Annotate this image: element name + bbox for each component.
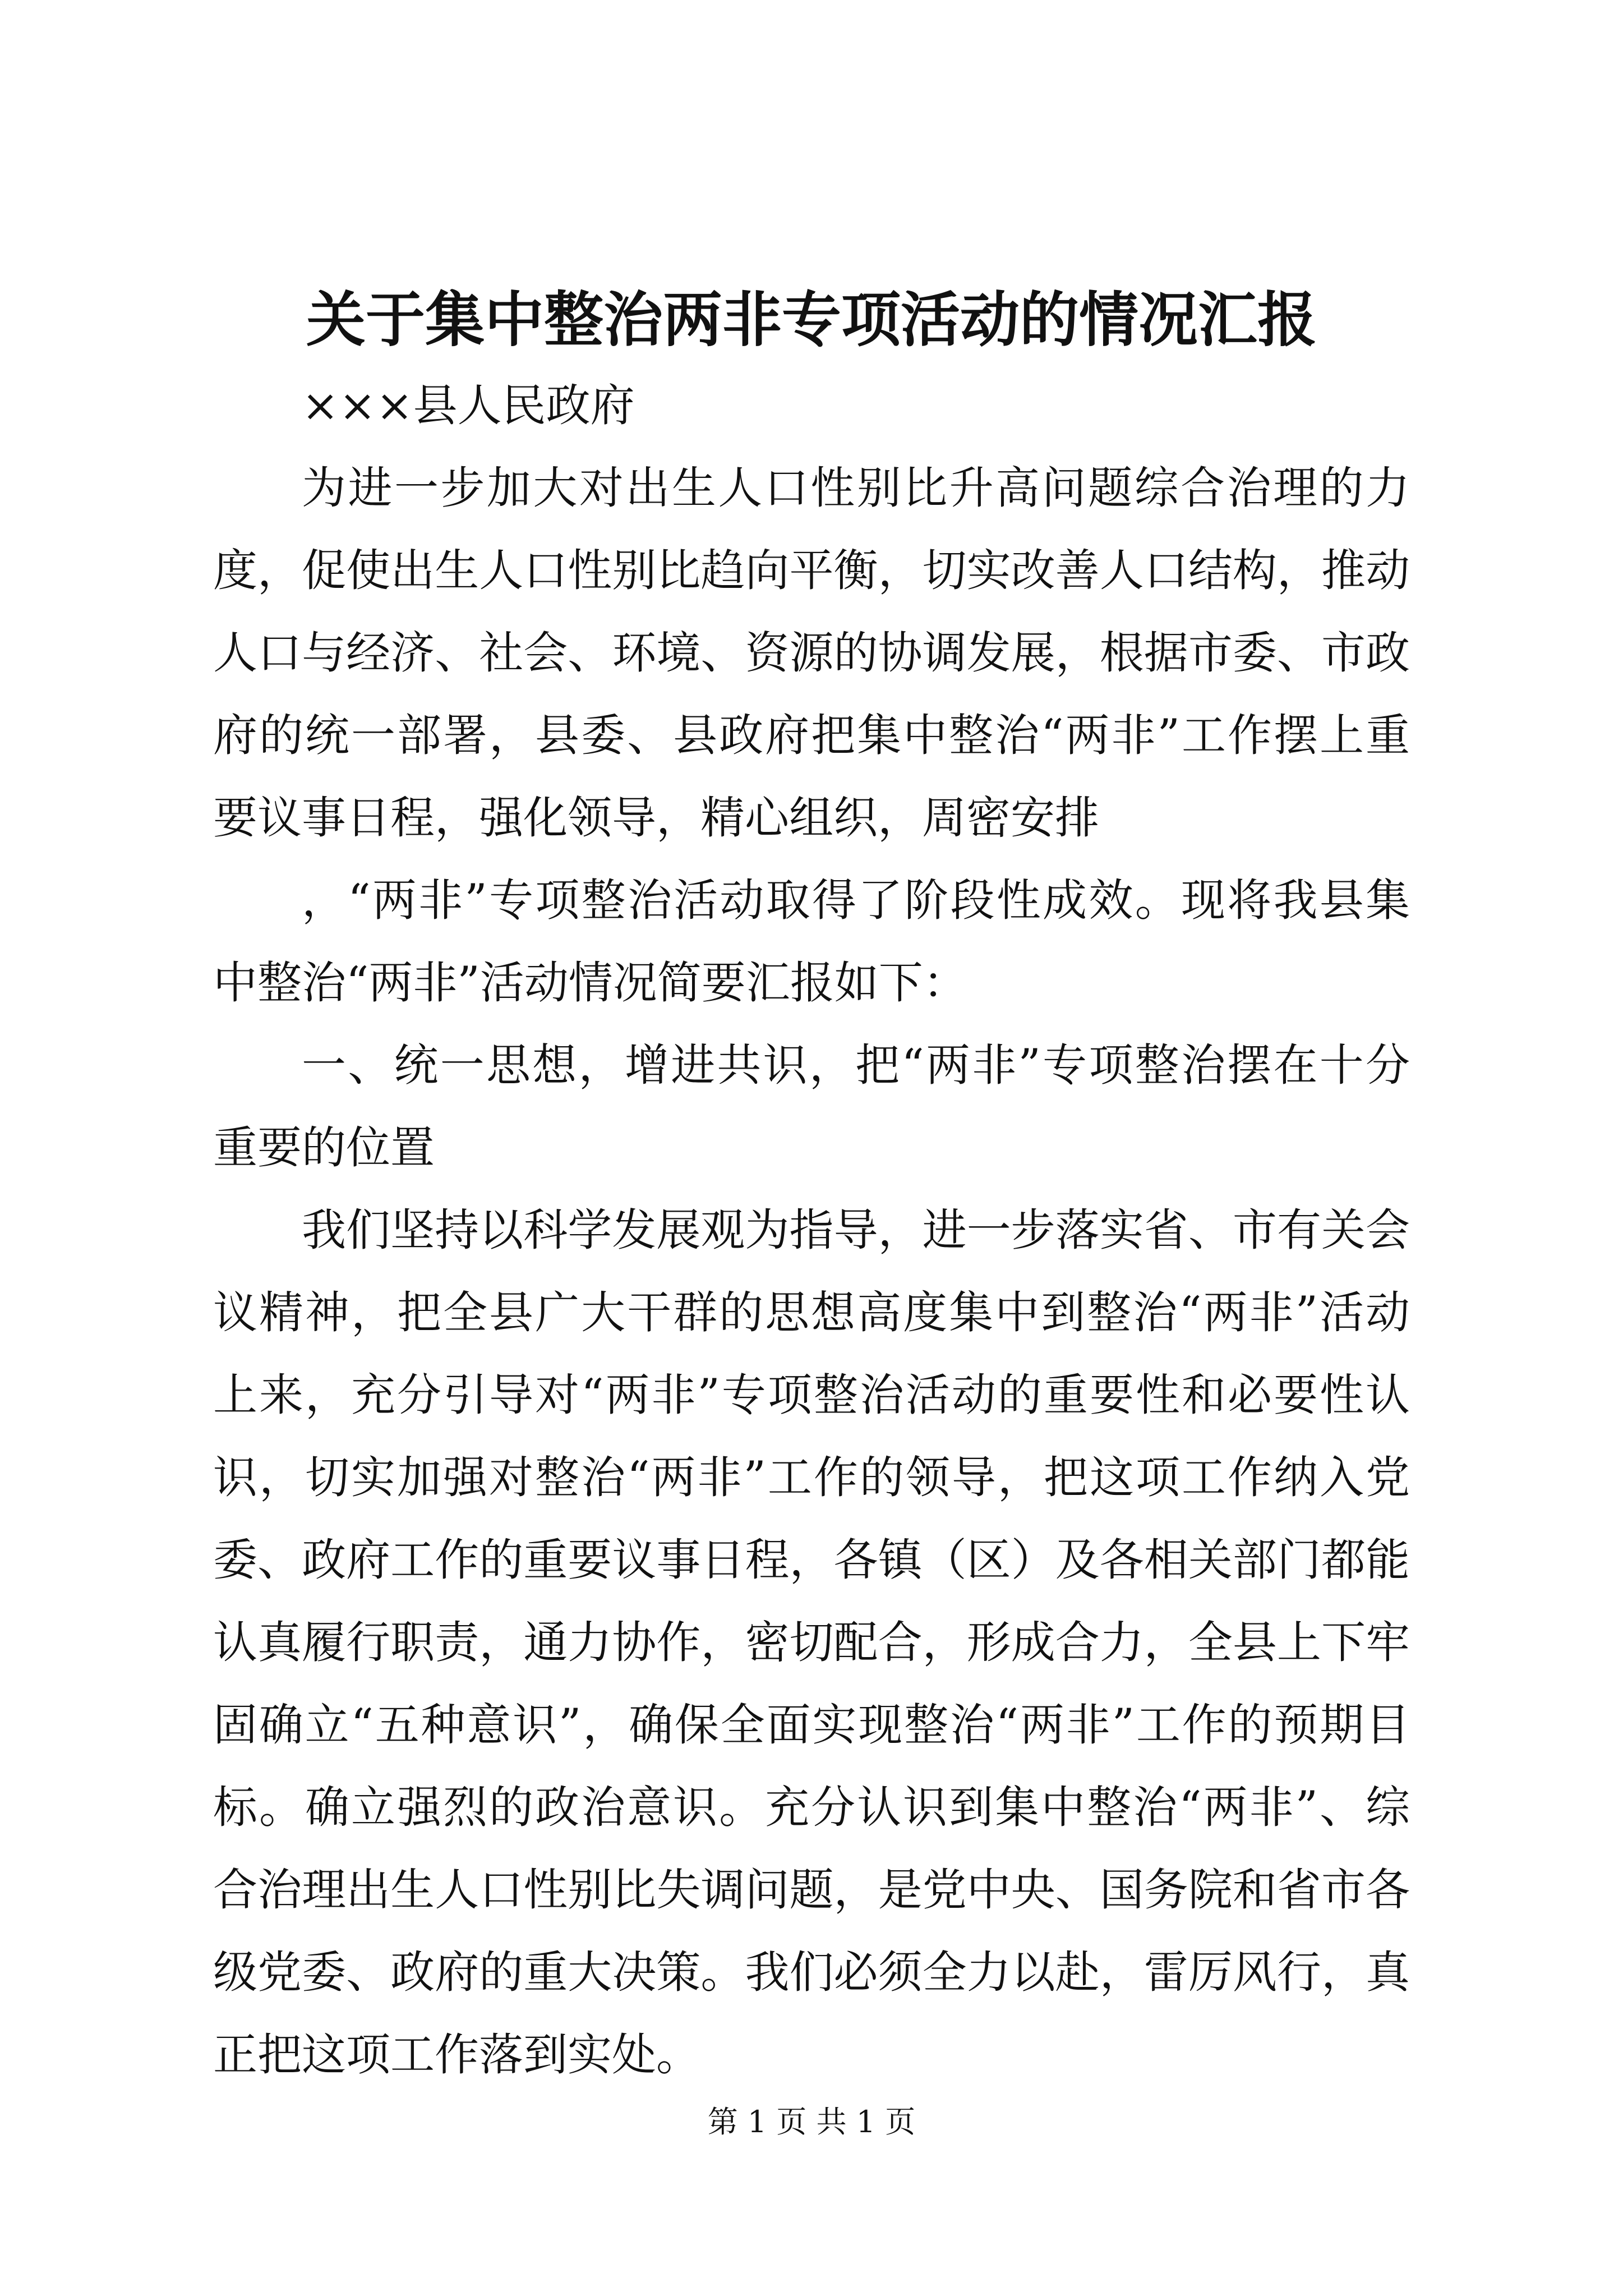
paragraph-2: ，“两非”专项整治活动取得了阶段性成效。现将我县集中整治“两非”活动情况简要汇报如下： — [213, 875, 1410, 1009]
author-line: ×××县人民政府 — [302, 380, 635, 431]
paragraph-1: 为进一步加大对出生人口性别比升高问题综合治理的力度，促使出生人口性别比趋向平衡，切实改善人口结构，推动人口与经济、社会、环境、资源的协调发展，根据市委、市政府的统一部署，县委、县政府把集中整治“两非”工作摆上重要议事日程，强化领导，精心组织，周密安排 — [213, 462, 1410, 844]
paragraph-3: 我们坚持以科学发展观为指导，进一步落实省、市有关会议精神，把全县广大干群的思想高度集中到整治“两非”活动上来，充分引导对“两非”专项整治活动的重要性和必要性认识，切实加强对整治“两非”工作的领导，把这项工作纳入党委、政府工作的重要议事日程，各镇（区）及各相关部门都能认真履行职责，通力协作，密切配合，形成合力，全县上下牢固确立“五种意识”，确保全面实现整治“两非”工作的预期目标。确立强烈的政治意识。充分认识到集中整治“两非”、综合治理出生人口性别比失调问题，是党中央、国务院和省市各级党委、政府的重大决策。我们必须全力以赴，雷厉风行，真正把这项工作落到实处。 — [213, 1204, 1410, 2081]
page-footer: 第 1 页 共 1 页 — [707, 2104, 916, 2139]
section-heading-1: 一、统一思想，增进共识，把“两非”专项整治摆在十分重要的位置 — [213, 1039, 1410, 1174]
document-body — [213, 365, 1410, 2096]
document-title: 关于集中整治两非专项活动的情况汇报 — [306, 284, 1317, 355]
